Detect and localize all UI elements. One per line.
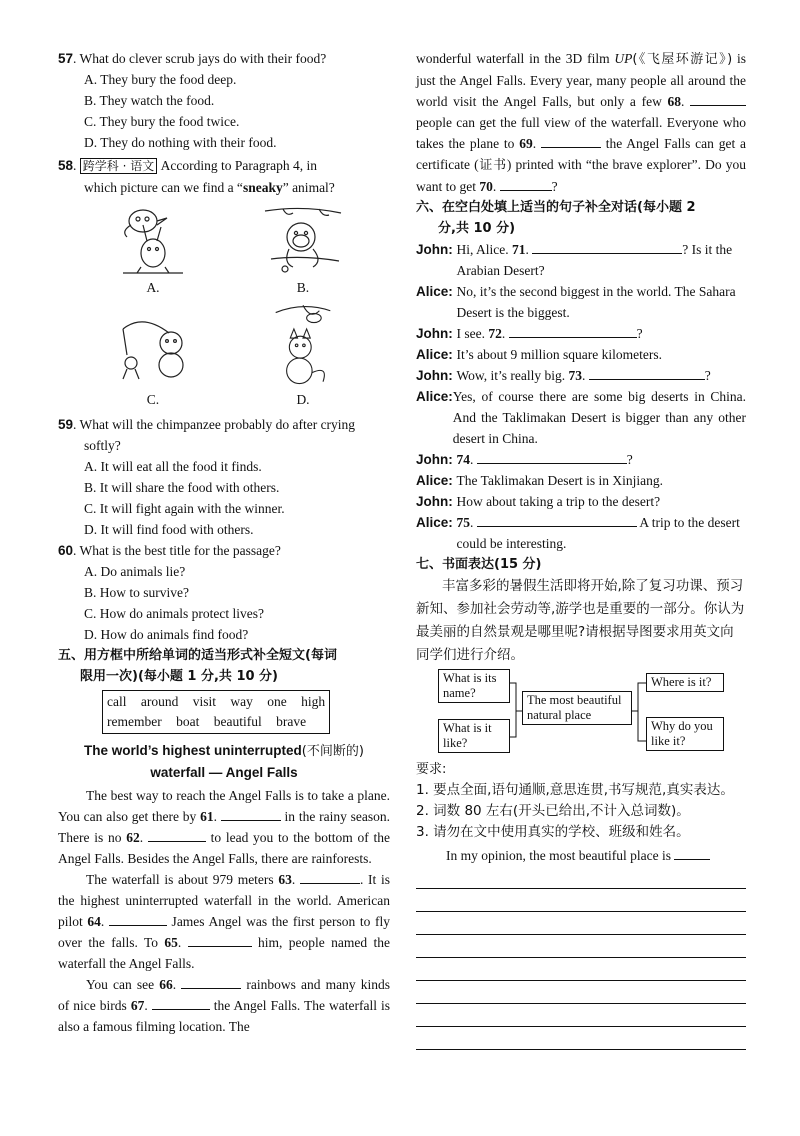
picture-b[interactable] — [228, 198, 378, 298]
text: The best way to reach the Angel Falls is to take a plane. You can also get there by — [58, 788, 390, 824]
blank-75-number: 75 — [456, 515, 471, 530]
q57-option-d[interactable]: D. They do nothing with their food. — [84, 135, 277, 150]
right-column — [416, 48, 746, 1050]
label-a: A. — [146, 280, 160, 295]
dialogue-line — [416, 491, 746, 512]
blank-66-number: 66 — [159, 977, 173, 992]
essay-opening — [416, 845, 746, 866]
word: call — [107, 694, 127, 709]
dialogue-line: John: Hi, Alice. 71. ? Is it the Arabian Desert? — [416, 239, 746, 281]
film-title-cn: (《飞屋环游记》) — [632, 52, 733, 67]
dialogue-text: Yes, of course there are some big deserts in China. And the Taklimakan Desert is bigger than any other desert in China. — [452, 389, 746, 446]
monkey-picture — [263, 203, 343, 277]
text: rainbows and many kinds of nice birds — [58, 977, 391, 1013]
passage-title-2: waterfall — Angel Falls — [150, 765, 298, 780]
blank-65[interactable] — [188, 932, 252, 947]
q59-option-b[interactable]: B. It will share the food with others. — [84, 480, 280, 495]
speaker: Alice: — [416, 515, 457, 530]
blank-73-number: 73 — [568, 368, 583, 383]
section-7 — [416, 554, 746, 1050]
writing-area[interactable] — [416, 866, 746, 1050]
paragraph-2: The waterfall is about 979 meters 63. . It is the highest uninterrupted waterfall in the world. American pilot 64. James Angel was the first person to fly over the falls. To 65. him, people named the waterfall the Angel Falls. — [58, 869, 390, 974]
section-5 — [58, 645, 390, 1037]
speaker: John: — [416, 494, 457, 509]
section-6-header-1: 六、在空白处填上适当的句子补全对话(每小题 2 — [416, 200, 696, 215]
requirement-1: 1. 要点全面,语句通顺,意思连贯,书写规范,真实表达。 — [416, 782, 734, 798]
q57-number: 57 — [58, 51, 74, 66]
title-cn: (不间断的) — [301, 744, 364, 759]
q57-option-b[interactable]: B. They watch the food. — [84, 93, 215, 108]
q60-option-c[interactable]: C. How do animals protect lives? — [84, 606, 264, 621]
blank-72-number: 72 — [488, 326, 502, 341]
q58-number: 58 — [58, 158, 74, 173]
q58-tag: 跨学科 · 语文 — [80, 158, 157, 174]
blank-69-number: 69 — [519, 136, 533, 151]
dialogue-line — [416, 386, 746, 449]
text: is just the Angel Falls. Every year, many people all around the world visit the Angel Falls, but only a few — [416, 51, 746, 109]
blank-68-number: 68 — [667, 94, 681, 109]
dialogue-text: ? — [636, 326, 643, 341]
dialogue-line: John: I see. 72. ? — [416, 323, 746, 344]
speaker: John: — [416, 242, 457, 257]
text: people can get the full view of the waterfall. Everyone who takes the plane to — [416, 115, 746, 151]
dialogue-line: Alice: 75. A trip to the desert could be interesting. — [416, 512, 746, 554]
map-box-like: What is it like? — [438, 719, 510, 753]
dialogue-text: Wow, it’s really big. — [456, 368, 569, 383]
q58-keyword: sneaky — [242, 180, 283, 195]
speaker: Alice: — [416, 473, 457, 488]
text: James Angel was the first person to fly over the falls. To — [58, 914, 390, 950]
word-box — [102, 690, 330, 734]
dialogue-text: How about taking a trip to the desert? — [456, 494, 661, 509]
blank-61-number: 61 — [200, 809, 214, 824]
dialogue-line — [416, 281, 746, 323]
blank-74-number: 74 — [456, 452, 470, 467]
text: the Angel Falls. The waterfall is also a famous filming location. The — [58, 998, 390, 1034]
text: him, people named the waterfall the Angel Falls. — [58, 935, 390, 971]
bear-fishing-picture — [113, 309, 193, 389]
dialogue-text: The Taklimakan Desert is in Xinjiang. — [456, 473, 664, 488]
word: beautiful — [213, 714, 262, 729]
picture-d[interactable] — [228, 298, 378, 410]
text: to lead you to the bottom of the Angel Falls. Besides the Angel Falls, there are rainforests. — [58, 830, 391, 866]
q60-option-b[interactable]: B. How to survive? — [84, 585, 189, 600]
speaker: John: — [416, 326, 457, 341]
word: one — [267, 694, 287, 709]
question-59 — [58, 414, 390, 540]
text: You can see — [86, 977, 160, 992]
dialogue-text: ? — [704, 368, 711, 383]
picture-c[interactable] — [78, 298, 228, 410]
word: high — [301, 694, 326, 709]
blank-64-number: 64 — [87, 914, 101, 929]
blank-70-number: 70 — [479, 179, 493, 194]
q57-option-c[interactable]: C. They bury the food twice. — [84, 114, 240, 129]
map-box-name: What is its name? — [438, 669, 510, 703]
writing-prompt: 丰富多彩的暑假生活即将开始,除了复习功课、预习新知、参加社会劳动等,游学也是重要的一部分。你认为最美丽的自然景观是哪里呢?请根据导图要求用英文向同学们进行介绍。 — [416, 578, 745, 663]
label-c: C. — [146, 392, 160, 407]
blank-68[interactable] — [690, 91, 746, 106]
map-box-center: The most beautiful natural place — [522, 691, 632, 725]
blank-63-number: 63 — [278, 872, 292, 887]
blank-69[interactable] — [541, 133, 601, 148]
q58-picture-grid — [78, 198, 378, 410]
q57-option-a[interactable]: A. They bury the food deep. — [84, 72, 237, 87]
blank-75[interactable] — [477, 512, 637, 527]
speaker: Alice: — [416, 284, 457, 299]
word: around — [140, 694, 179, 709]
section-5-header-1: 五、用方框中所给单词的适当形式补全短文(每词 — [58, 648, 337, 663]
speaker: John: — [416, 452, 457, 467]
section-6 — [416, 197, 746, 554]
paragraph-1: The best way to reach the Angel Falls is to take a plane. You can also get there by 61. in the rainy season. There is no 62. to lead you to the bottom of the Angel Falls. Besides the Angel Falls, there are rainforests. — [58, 788, 391, 866]
word: way — [230, 694, 253, 709]
dialogue-text: A trip to the desert could be interesting. — [456, 515, 740, 551]
text: wonderful waterfall in the 3D film — [416, 51, 615, 66]
blank-62-number: 62 — [126, 830, 140, 845]
text: . It is the highest uninterrupted waterfall in the world. American pilot — [58, 872, 390, 929]
text: ) printed with “the brave explorer”. Do you want to get — [416, 157, 746, 194]
dialogue-text: No, it’s the second biggest in the world. The Sahara Desert is the biggest. — [456, 284, 736, 320]
dialogue-line: John: Wow, it’s really big. 73. ? — [416, 365, 746, 386]
certificate-cn: 证书 — [478, 158, 507, 173]
left-column — [58, 48, 390, 1037]
q60-option-d[interactable]: D. How do animals find food? — [84, 627, 249, 642]
question-60 — [58, 540, 390, 645]
blank-74[interactable] — [477, 449, 627, 464]
word: brave — [276, 714, 307, 729]
title-text: The world’s highest uninterrupted — [84, 743, 302, 758]
q59-option-a[interactable]: A. It will eat all the food it finds. — [84, 459, 262, 474]
text: in the rainy season. There is no — [58, 809, 390, 845]
word-box-row-1 — [107, 692, 325, 712]
q60-text: . What is the best title for the passage? — [73, 543, 281, 558]
q58-text2: which picture can we find a “ — [84, 180, 243, 195]
word: boat — [176, 714, 200, 729]
blank-63[interactable] — [300, 869, 360, 884]
section-7-header: 七、书面表达(15 分) — [416, 557, 542, 572]
section-5-header-2: 限用一次)(每小题 1 分,共 10 分) — [80, 669, 279, 684]
section-6-header-2: 分,共 10 分) — [438, 221, 516, 236]
passage-continued: wonderful waterfall in the 3D film UP(《飞屋环游记》) is just the Angel Falls. Every year, many people all around the world visit the Angel Falls, but only a few 68. people can get the full view of the waterfall. Everyone who takes the plane to 69. the Angel Falls can get a certificate (证书) printed with “the brave explorer”. Do you want to get 70. ? — [416, 51, 746, 194]
opening-text: In my opinion, the most beautiful place is — [446, 848, 675, 863]
text: The waterfall is about 979 meters — [86, 872, 279, 887]
blank-66[interactable] — [181, 974, 241, 989]
blank-71[interactable] — [532, 239, 682, 254]
paragraph-3: You can see 66. rainbows and many kinds of nice birds 67. the Angel Falls. The waterfall is also a famous filming location. The — [58, 974, 390, 1037]
requirements-title: 要求: — [416, 762, 447, 777]
q57-text: . What do clever scrub jays do with their food? — [73, 51, 327, 66]
speaker: Alice: — [416, 347, 457, 362]
blank-73[interactable] — [589, 365, 705, 380]
word: remember — [107, 714, 162, 729]
bird-rabbit-picture — [113, 203, 193, 277]
picture-a[interactable] — [78, 198, 228, 298]
blank-67-number: 67 — [130, 998, 145, 1013]
blank-72[interactable] — [509, 323, 637, 338]
q58-text1: According to Paragraph 4, in — [157, 158, 317, 173]
blank-64[interactable] — [109, 911, 167, 926]
blank-62[interactable] — [148, 827, 206, 842]
map-box-why: Why do you like it? — [646, 717, 724, 751]
word: visit — [192, 694, 217, 709]
film-title: UP — [614, 51, 633, 66]
blank-65-number: 65 — [164, 935, 178, 950]
map-box-where: Where is it? — [646, 673, 724, 692]
blank-71-number: 71 — [512, 242, 526, 257]
speaker: John: — [416, 368, 457, 383]
q59-option-d[interactable]: D. It will find food with others. — [84, 522, 254, 537]
dialogue-line — [416, 470, 746, 491]
blank-67[interactable] — [152, 995, 210, 1010]
requirement-3: 3. 请勿在文中使用真实的学校、班级和姓名。 — [416, 824, 690, 840]
dialogue-text: I see. — [456, 326, 489, 341]
q59-option-c[interactable]: C. It will fight again with the winner. — [84, 501, 285, 516]
question-58: 58. 跨学科 · 语文 According to Paragraph 4, in which picture can we find a “sneaky” animal? A. B. C. D. — [58, 155, 390, 410]
text: the Angel Falls can get a certificate ( — [416, 136, 746, 172]
q59-text1: . What will the chimpanzee probably do after crying — [73, 417, 356, 432]
label-d: D. — [296, 392, 310, 407]
speaker: Alice: — [416, 389, 453, 404]
q59-text2: softly? — [84, 438, 121, 453]
requirement-2: 2. 词数 80 左右(开头已给出,不计入总词数)。 — [416, 803, 690, 819]
opening-blank[interactable] — [674, 845, 710, 860]
dialogue-text: It’s about 9 million square kilometers. — [456, 347, 662, 362]
q59-number: 59 — [58, 417, 74, 432]
passage-title-1 — [58, 740, 390, 762]
q60-number: 60 — [58, 543, 74, 558]
word-box-row-2 — [107, 712, 325, 732]
label-b: B. — [296, 280, 310, 295]
text: ? — [551, 179, 558, 194]
dialogue-text: ? — [626, 452, 633, 467]
blank-70[interactable] — [500, 176, 552, 191]
mind-map — [416, 669, 746, 755]
question-57 — [58, 48, 390, 153]
dialogue-text: ? Is it the Arabian Desert? — [456, 242, 733, 278]
dialogue-line: John: 74. ? — [416, 449, 746, 470]
q58-text3: ” animal? — [282, 180, 335, 195]
blank-61[interactable] — [221, 806, 281, 821]
dialogue-text: Hi, Alice. — [456, 242, 512, 257]
q60-option-a[interactable]: A. Do animals lie? — [84, 564, 186, 579]
fox-crow-picture — [263, 298, 343, 389]
dialogue-line — [416, 344, 746, 365]
